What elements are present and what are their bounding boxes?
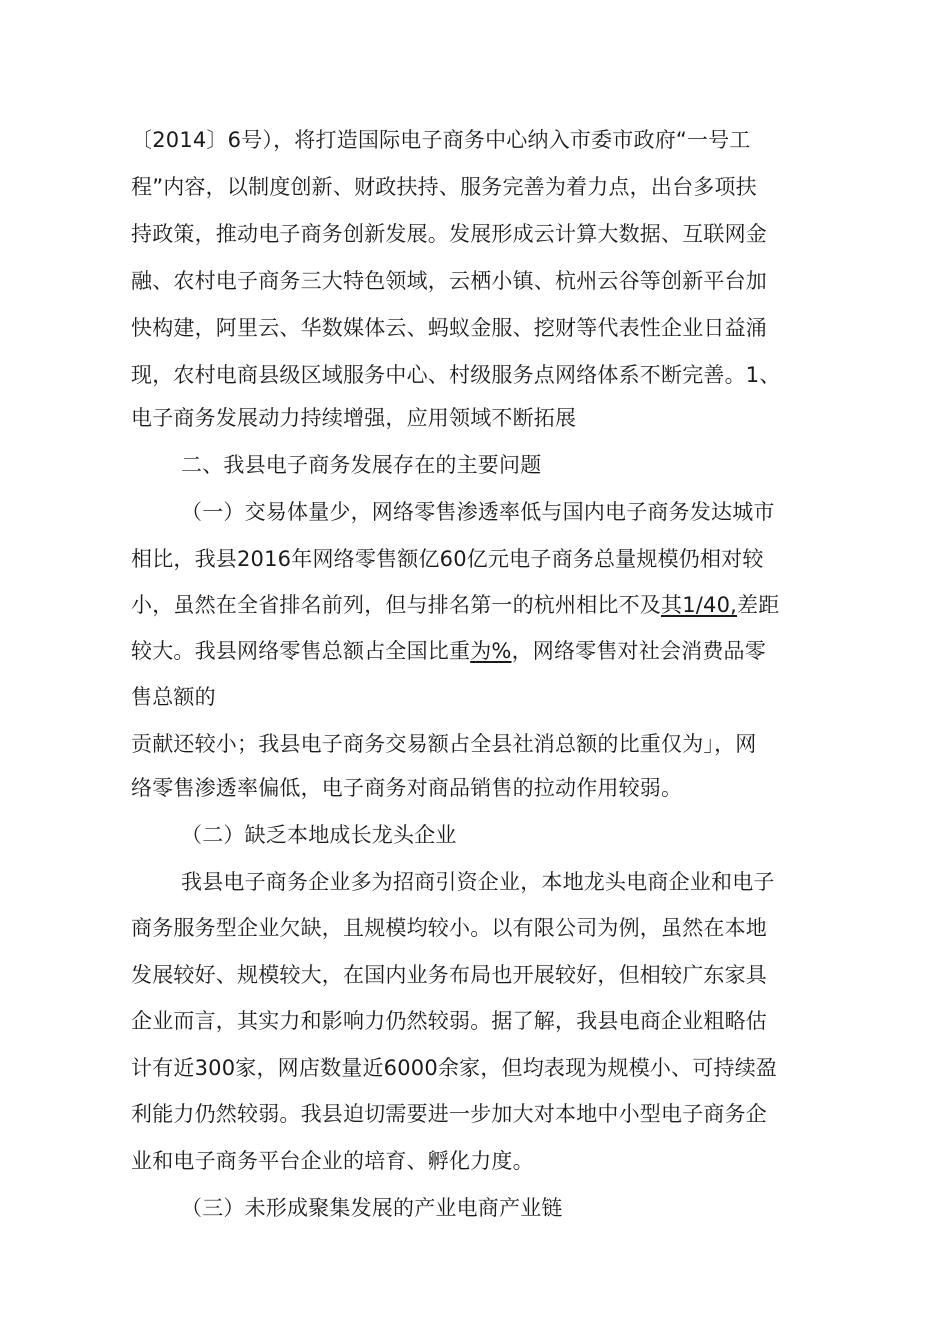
- text-line: 计有近300家，网店数量近6000余家，但均表现为规模小、可持续盈: [131, 1056, 778, 1080]
- text-line: 相比，我县2016年网络零售额亿60亿元电子商务总量规模仍相对较: [131, 547, 764, 571]
- text-line: 贡献还较小；我县电子商务交易额占全县社消总额的比重仅为」，网: [131, 732, 757, 756]
- text-segment: 小，虽然在全省排名前列，但与排名第一的杭州相比不及: [131, 593, 661, 617]
- subsection-heading: （一）交易体量少，网络零售渗透率低与国内电子商务发达城市: [181, 500, 775, 524]
- text-line: 企业而言，其实力和影响力仍然较弱。据了解，我县电商企业粗略估: [131, 1009, 767, 1033]
- text-line: [131, 636, 766, 666]
- text-line: 我县电子商务企业多为招商引资企业，本地龙头电商企业和电子: [181, 870, 775, 894]
- section-heading: 二、我县电子商务发展存在的主要问题: [181, 453, 542, 477]
- text-segment: 较大。我县网络零售总额占全国比重: [131, 639, 471, 663]
- text-line: 发展较好、规模较大，在国内业务布局也开展较好，但相较广东家具: [131, 963, 767, 987]
- text-line: 利能力仍然较弱。我县迫切需要进一步加大对本地中小型电子商务企: [131, 1102, 767, 1126]
- subsection-heading: （二）缺乏本地成长龙头企业: [181, 823, 457, 847]
- text-line: 现，农村电商县级区域服务中心、村级服务点网络体系不断完善。1、: [131, 363, 781, 387]
- text-segment: 差距: [737, 593, 780, 617]
- text-line: 售总额的: [131, 685, 216, 709]
- text-line: 程”内容，以制度创新、财政扶持、服务完善为着力点，出台多项扶: [131, 175, 757, 199]
- subsection-heading: （三）未形成聚集发展的产业电商产业链: [181, 1196, 563, 1220]
- text-line: [131, 590, 779, 620]
- text-line: 融、农村电子商务三大特色领域，云栖小镇、杭州云谷等创新平台加: [131, 269, 767, 293]
- text-line: 商务服务型企业欠缺，且规模均较小。以有限公司为例，虽然在本地: [131, 916, 767, 940]
- text-line: 快构建，阿里云、华数媒体云、蚂蚁金服、挖财等代表性企业日益涌: [131, 316, 767, 340]
- text-line: 〔2014〕6号），将打造国际电子商务中心纳入市委市政府“一号工: [131, 128, 751, 152]
- text-line: 电子商务发展动力持续增强，应用领域不断拓展: [131, 406, 577, 430]
- underlined-text: 其1/40,: [661, 593, 738, 617]
- text-line: 业和电子商务平台企业的培育、孵化力度。: [131, 1149, 534, 1173]
- text-line: 络零售渗透率偏低，电子商务对商品销售的拉动作用较弱。: [131, 776, 683, 800]
- text-line: 持政策，推动电子商务创新发展。发展形成云计算大数据、互联网金: [131, 222, 767, 246]
- underlined-text: 为%: [470, 639, 512, 663]
- text-segment: ，网络零售对社会消费品零: [511, 639, 766, 663]
